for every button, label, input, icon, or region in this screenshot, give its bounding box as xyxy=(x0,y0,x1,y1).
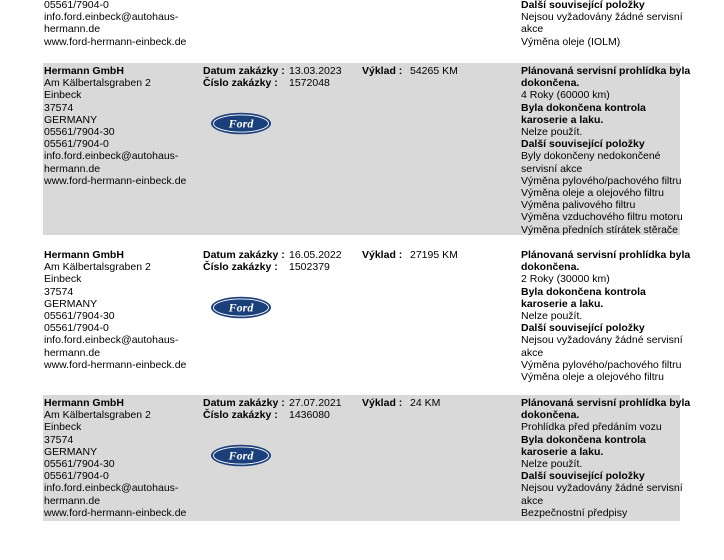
service-line: Výměna oleje a olejového filtru xyxy=(521,187,665,200)
dealer-phone: 05561/7904-30 xyxy=(44,458,115,471)
dealer-email-cont: hermann.de xyxy=(44,494,101,507)
service-line: dokončena. xyxy=(521,261,580,274)
service-line: Nejsou vyžadovány žádné servisní xyxy=(521,11,683,24)
service-line: Nelze použít. xyxy=(521,126,583,139)
service-record xyxy=(43,247,691,387)
service-line: dokončena. xyxy=(521,77,580,90)
ford-logo-text: Ford xyxy=(228,116,254,131)
dealer-country: GERMANY xyxy=(44,445,98,458)
dealer-name: Hermann GmbH xyxy=(44,397,124,409)
service-line: Prohlídka před předáním vozu xyxy=(521,421,662,434)
dealer-address: Am Kälbertalsgraben 2 xyxy=(44,261,151,274)
mileage-label: Výklad : xyxy=(362,249,403,261)
service-line: Byla dokončena kontrola xyxy=(521,101,646,114)
service-line: Nejsou vyžadovány žádné servisní xyxy=(521,334,683,347)
order-number-label: Číslo zakázky : xyxy=(203,261,278,274)
ford-logo xyxy=(210,112,272,135)
service-line: Další související položky xyxy=(521,322,645,335)
dealer-website: www.ford-hermann-einbeck.de xyxy=(44,174,187,187)
service-line: Nelze použít. xyxy=(521,458,583,471)
ford-logo-text: Ford xyxy=(228,448,254,463)
service-line: Plánovaná servisní prohlídka byla xyxy=(521,249,691,261)
dealer-info xyxy=(44,397,194,519)
service-details xyxy=(521,65,691,236)
order-date-label: Datum zakázky : xyxy=(203,397,285,409)
dealer-email: info.ford.einbeck@autohaus- xyxy=(44,11,179,24)
dealer-zip: 37574 xyxy=(44,285,74,298)
service-line: Výměna palivového filtru xyxy=(521,199,636,212)
dealer-website: www.ford-hermann-einbeck.de xyxy=(44,35,187,48)
service-line: Byla dokončena kontrola xyxy=(521,433,646,446)
order-number: 1502379 xyxy=(289,261,330,274)
mileage-info xyxy=(362,65,512,77)
order-number-label: Číslo zakázky : xyxy=(203,77,278,90)
order-number: 1436080 xyxy=(289,409,330,422)
mileage-info xyxy=(362,397,512,409)
dealer-city: Einbeck xyxy=(44,89,82,102)
service-details-fragment xyxy=(521,0,681,48)
dealer-phone-alt: 05561/7904-0 xyxy=(44,470,109,483)
dealer-email-cont: hermann.de xyxy=(44,162,101,175)
service-line: Bezpečnostní předpisy xyxy=(521,506,628,519)
order-number-label: Číslo zakázky : xyxy=(203,409,278,422)
service-line: 4 Roky (60000 km) xyxy=(521,89,610,102)
dealer-name: Hermann GmbH xyxy=(44,65,124,77)
service-line: karoserie a laku. xyxy=(521,445,604,458)
order-info xyxy=(203,65,353,89)
service-line: Výměna pylového/pachového filtru xyxy=(521,174,682,187)
order-info xyxy=(203,397,353,421)
dealer-info xyxy=(44,249,194,371)
record-fragment xyxy=(43,0,683,51)
dealer-country: GERMANY xyxy=(44,297,98,310)
service-line: Byla dokončena kontrola xyxy=(521,285,646,298)
dealer-email-cont: hermann.de xyxy=(44,23,101,36)
order-date-label: Datum zakázky : xyxy=(203,65,285,77)
dealer-phone: 05561/7904-30 xyxy=(44,310,115,323)
dealer-email: info.ford.einbeck@autohaus- xyxy=(44,150,179,163)
service-details xyxy=(521,249,691,384)
order-date: 27.07.2021 xyxy=(289,397,342,409)
order-info xyxy=(203,249,353,273)
dealer-email-cont: hermann.de xyxy=(44,346,101,359)
dealer-info xyxy=(44,65,194,187)
service-line: akce xyxy=(521,494,544,507)
service-line: Výměna předních stírátek stěrače xyxy=(521,223,678,236)
service-line: Výměna oleje (IOLM) xyxy=(521,35,621,48)
service-line: Byly dokončeny nedokončené xyxy=(521,150,661,163)
order-number: 1572048 xyxy=(289,77,330,90)
dealer-phone-alt: 05561/7904-0 xyxy=(44,138,109,151)
service-line: Další související položky xyxy=(521,0,645,11)
service-details xyxy=(521,397,691,519)
order-date-label: Datum zakázky : xyxy=(203,249,285,261)
order-date: 13.03.2023 xyxy=(289,65,342,77)
dealer-zip: 37574 xyxy=(44,433,74,446)
mileage-label: Výklad : xyxy=(362,65,403,77)
dealer-email: info.ford.einbeck@autohaus- xyxy=(44,334,179,347)
service-line: Další související položky xyxy=(521,138,645,151)
ford-logo xyxy=(210,296,272,319)
dealer-city: Einbeck xyxy=(44,273,82,286)
mileage-value: 24 KM xyxy=(410,397,441,409)
service-line: Plánovaná servisní prohlídka byla xyxy=(521,397,691,409)
dealer-website: www.ford-hermann-einbeck.de xyxy=(44,506,187,519)
service-line: karoserie a laku. xyxy=(521,297,604,310)
service-line: Výměna vzduchového filtru motoru xyxy=(521,211,683,224)
service-line: 2 Roky (30000 km) xyxy=(521,273,610,286)
service-line: Výměna oleje a olejového filtru xyxy=(521,371,665,384)
dealer-zip: 37574 xyxy=(44,101,74,114)
dealer-country: GERMANY xyxy=(44,113,98,126)
ford-logo xyxy=(210,444,272,467)
dealer-info-fragment xyxy=(44,0,194,48)
dealer-address: Am Kälbertalsgraben 2 xyxy=(44,77,151,90)
service-line: servisní akce xyxy=(521,162,583,175)
dealer-website: www.ford-hermann-einbeck.de xyxy=(44,358,187,371)
service-line: akce xyxy=(521,346,544,359)
service-line: akce xyxy=(521,23,544,36)
order-date: 16.05.2022 xyxy=(289,249,342,261)
service-line: karoserie a laku. xyxy=(521,113,604,126)
mileage-value: 54265 KM xyxy=(410,65,458,77)
mileage-label: Výklad : xyxy=(362,397,403,409)
dealer-phone: 05561/7904-30 xyxy=(44,126,115,139)
ford-logo-text: Ford xyxy=(228,300,254,315)
dealer-phone-alt: 05561/7904-0 xyxy=(44,322,109,335)
service-record xyxy=(43,395,691,521)
service-line: Plánovaná servisní prohlídka byla xyxy=(521,65,691,77)
dealer-address: Am Kälbertalsgraben 2 xyxy=(44,409,151,422)
mileage-value: 27195 KM xyxy=(410,249,458,261)
service-line: Nelze použít. xyxy=(521,310,583,323)
service-line: Další související položky xyxy=(521,470,645,483)
service-record xyxy=(43,63,691,236)
dealer-phone: 05561/7904-0 xyxy=(44,0,109,11)
service-line: dokončena. xyxy=(521,409,580,422)
mileage-info xyxy=(362,249,512,261)
dealer-city: Einbeck xyxy=(44,421,82,434)
dealer-email: info.ford.einbeck@autohaus- xyxy=(44,482,179,495)
dealer-name: Hermann GmbH xyxy=(44,249,124,261)
service-line: Nejsou vyžadovány žádné servisní xyxy=(521,482,683,495)
service-line: Výměna pylového/pachového filtru xyxy=(521,358,682,371)
